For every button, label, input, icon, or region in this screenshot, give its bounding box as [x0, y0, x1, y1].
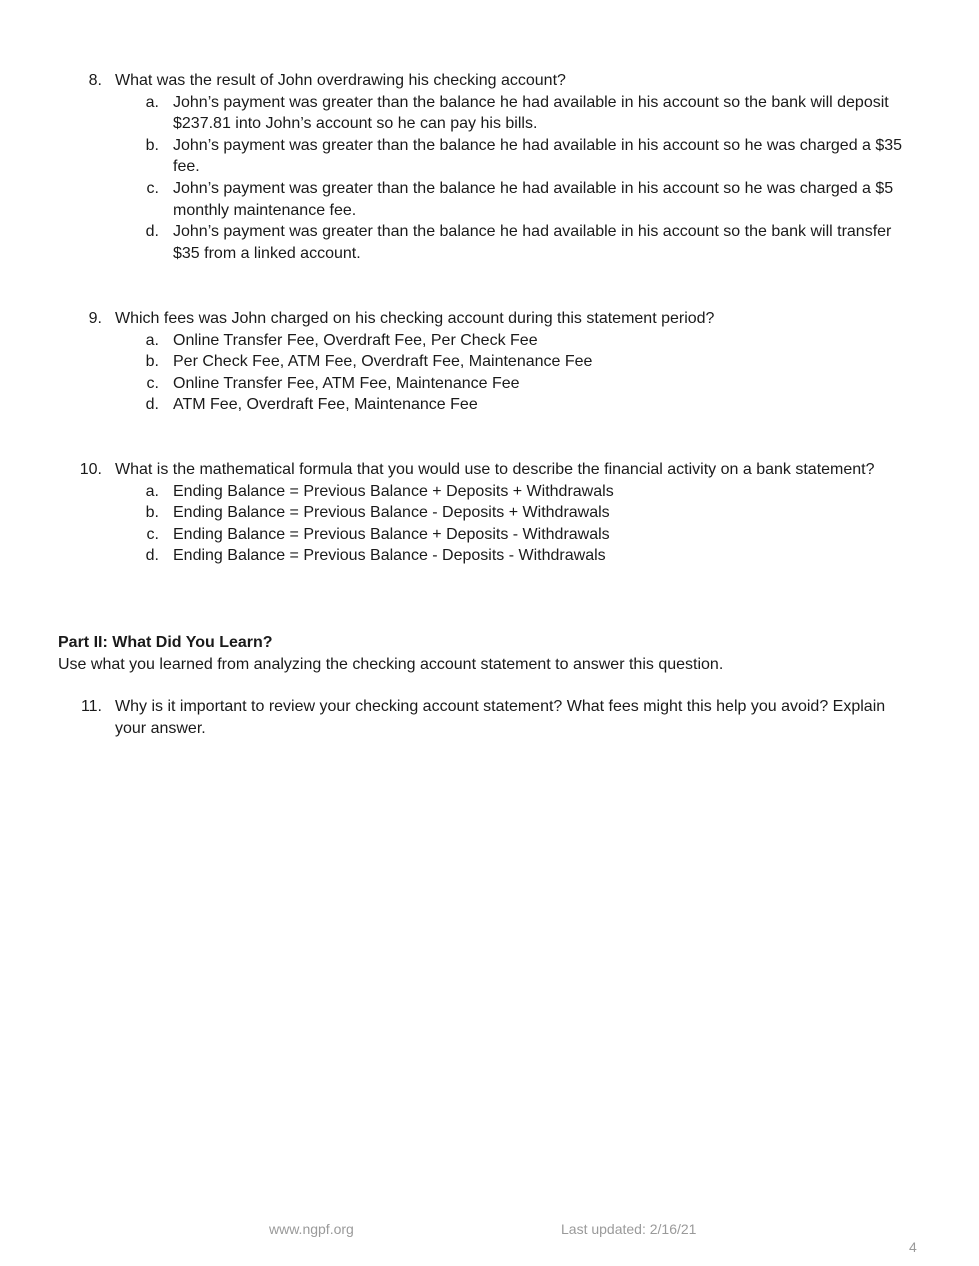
question-11 [0, 696, 979, 739]
answer-options [0, 481, 979, 567]
question-text: Which fees was John charged on his checking account during this statement period? [115, 310, 715, 327]
question-number: 11. [80, 698, 102, 715]
option-letter: b. [145, 353, 159, 371]
answer-option [0, 502, 979, 524]
option-text: Per Check Fee, ATM Fee, Overdraft Fee, Maintenance Fee [173, 353, 593, 371]
question-text: Why is it important to review your checking account statement? What fees might this help you avoid? Explain your answer. [115, 698, 886, 737]
answer-option [0, 221, 979, 264]
option-letter: c. [146, 525, 159, 543]
answer-option [0, 135, 979, 178]
answer-option [0, 545, 979, 567]
option-letter: d. [145, 396, 159, 414]
option-text: Online Transfer Fee, Overdraft Fee, Per Check Fee [173, 331, 538, 349]
option-text: Ending Balance = Previous Balance - Deposits + Withdrawals [173, 504, 610, 522]
answer-option [0, 373, 979, 395]
option-text: John’s payment was greater than the balance he had available in his account so he was charged a $5 monthly maintenance fee. [173, 179, 894, 219]
option-letter: b. [145, 504, 159, 522]
question-number: 9. [88, 310, 102, 327]
question-8 [0, 70, 979, 264]
option-letter: a. [145, 93, 159, 111]
answer-option [0, 330, 979, 352]
answer-option [0, 351, 979, 373]
option-letter: a. [145, 482, 159, 500]
answer-option [0, 92, 979, 135]
question-9 [0, 308, 979, 416]
option-text: John’s payment was greater than the balance he had available in his account so he was charged a $35 fee. [173, 136, 903, 176]
option-text: ATM Fee, Overdraft Fee, Maintenance Fee [173, 396, 478, 414]
option-text: Ending Balance = Previous Balance - Deposits - Withdrawals [173, 547, 606, 565]
footer-url: www.ngpf.org [269, 1221, 354, 1237]
option-text: Ending Balance = Previous Balance + Deposits - Withdrawals [173, 525, 610, 543]
option-text: John’s payment was greater than the balance he had available in his account so the bank will deposit $237.81 into John’s account so he can pay his bills. [173, 93, 889, 133]
option-letter: d. [145, 223, 159, 241]
answer-option [0, 481, 979, 503]
answer-option [0, 394, 979, 416]
question-10 [0, 459, 979, 567]
answer-options [0, 92, 979, 265]
page-number: 4 [909, 1239, 917, 1255]
option-letter: c. [146, 374, 159, 392]
answer-option [0, 524, 979, 546]
question-number: 10. [79, 461, 102, 478]
section-intro: Use what you learned from analyzing the checking account statement to answer this question. [58, 656, 724, 673]
option-letter: b. [145, 136, 159, 154]
option-text: Online Transfer Fee, ATM Fee, Maintenance Fee [173, 374, 520, 392]
option-letter: d. [145, 547, 159, 565]
option-letter: a. [145, 331, 159, 349]
question-number: 8. [88, 72, 102, 89]
option-text: Ending Balance = Previous Balance + Deposits + Withdrawals [173, 482, 614, 500]
answer-option [0, 178, 979, 221]
answer-options [0, 330, 979, 416]
question-text: What is the mathematical formula that you would use to describe the financial activity on a bank statement? [115, 461, 875, 478]
section-heading: Part II: What Did You Learn? [58, 634, 273, 651]
question-text: What was the result of John overdrawing his checking account? [115, 72, 566, 89]
footer-last-updated: Last updated: 2/16/21 [561, 1221, 697, 1237]
option-letter: c. [146, 179, 159, 197]
option-text: John’s payment was greater than the balance he had available in his account so the bank will transfer $35 from a linked account. [173, 223, 892, 262]
